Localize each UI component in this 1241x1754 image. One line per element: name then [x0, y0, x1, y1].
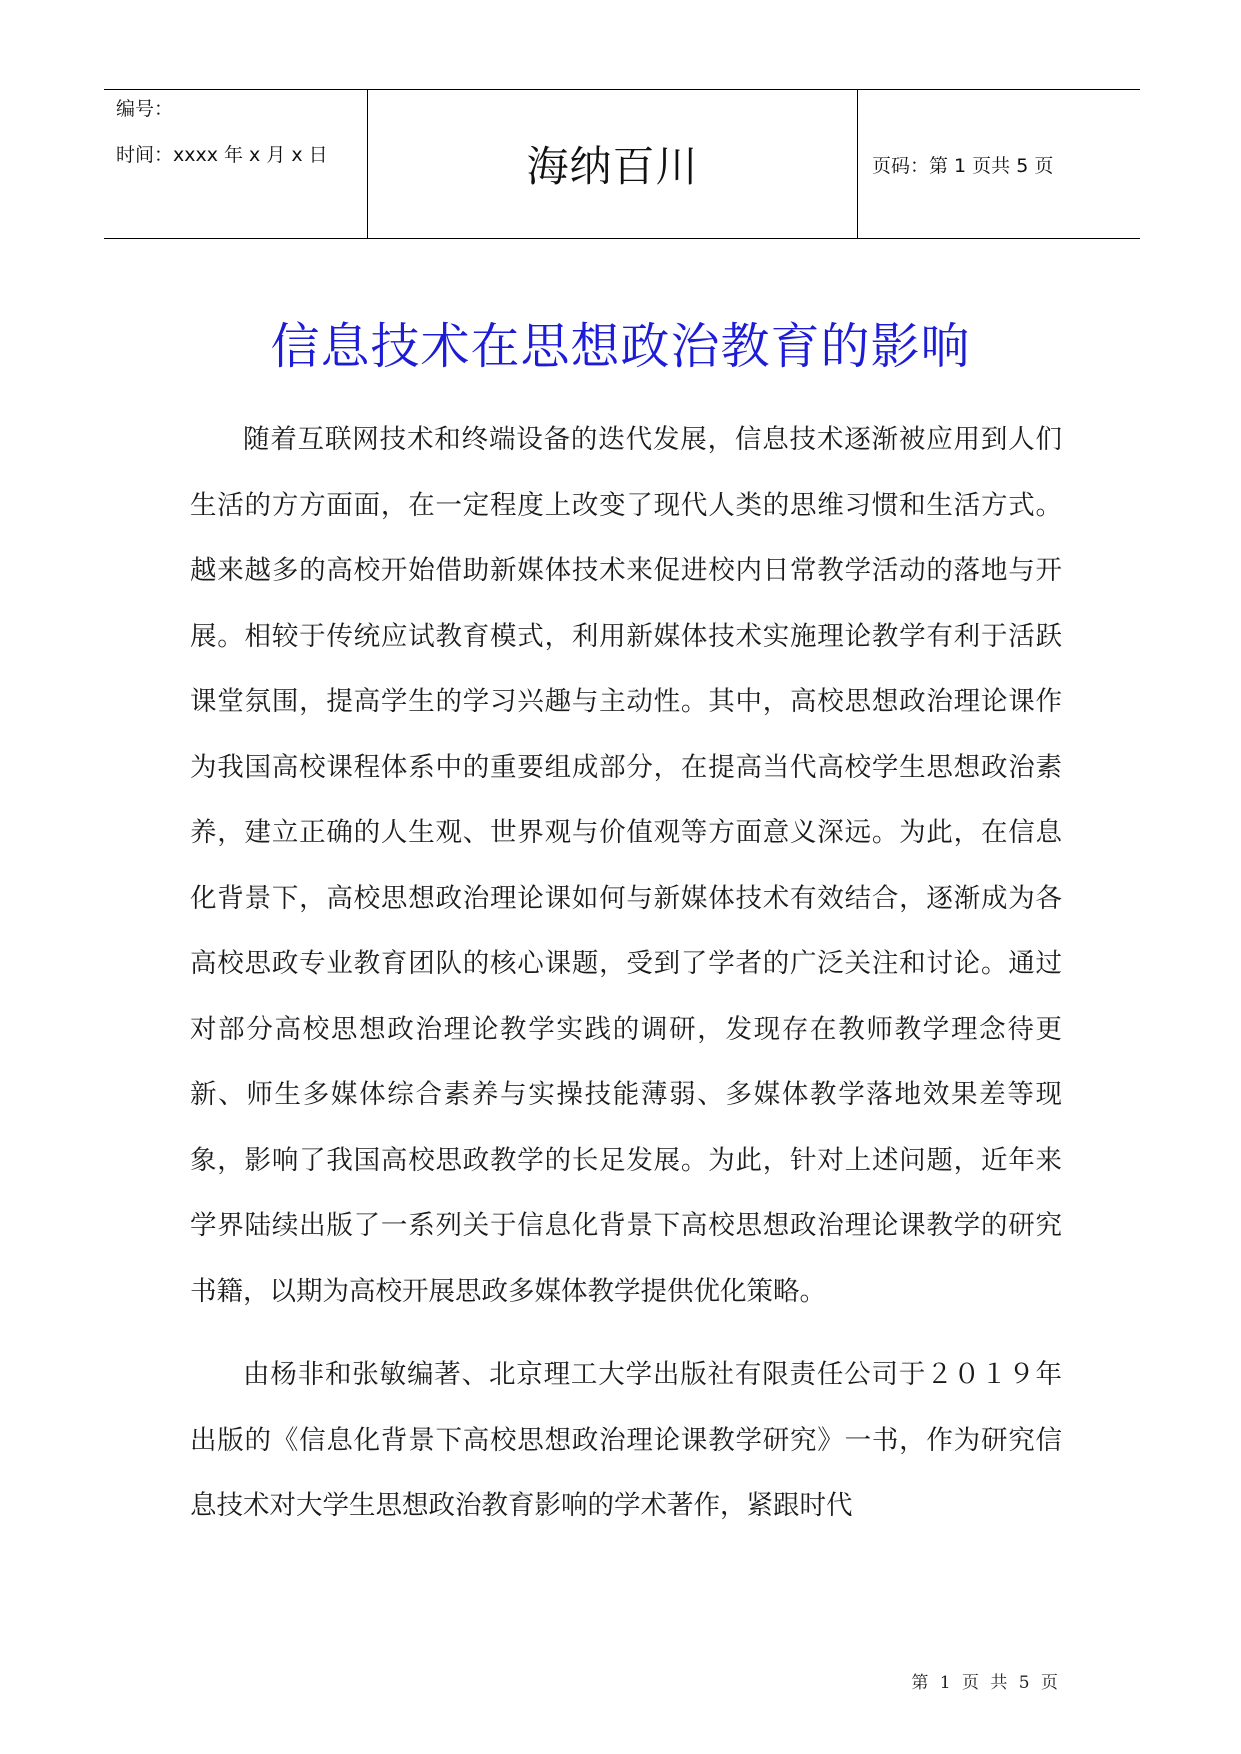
doc-number-label: 编号：	[116, 98, 174, 120]
header-brand-cell	[368, 90, 858, 238]
header-left-cell	[104, 90, 368, 238]
page-number-label: 页码：第 1 页共 5 页	[872, 154, 1054, 177]
paragraph: 由杨非和张敏编著、北京理工大学出版社有限责任公司于２０１９年出版的《信息化背景下高校思想政治理论课教学研究》一书，作为研究信息技术对大学生思想政治教育影响的学术著作，紧跟时代	[190, 1359, 1062, 1521]
paragraph: 随着互联网技术和终端设备的迭代发展，信息技术逐渐被应用到人们生活的方方面面，在一定程度上改变了现代人类的思维习惯和生活方式。越来越多的高校开始借助新媒体技术来促进校内日常教学活动的落地与开展。相较于传统应试教育模式，利用新媒体技术实施理论教学有利于活跃课堂氛围，提高学生的学习兴趣与主动性。其中，高校思想政治理论课作为我国高校课程体系中的重要组成部分，在提高当代高校学生思想政治素养，建立正确的人生观、世界观与价值观等方面意义深远。为此，在信息化背景下，高校思想政治理论课如何与新媒体技术有效结合，逐渐成为各高校思政专业教育团队的核心课题，受到了学者的广泛关注和讨论。通过对部分高校思想政治理论教学实践的调研，发现存在教师教学理念待更新、师生多媒体综合素养与实操技能薄弱、多媒体教学落地效果差等现象，影响了我国高校思政教学的长足发展。为此，针对上述问题，近年来学界陆续出版了一系列关于信息化背景下高校思想政治理论课教学的研究书籍，以期为高校开展思政多媒体教学提供优化策略。	[190, 424, 1062, 1307]
page-footer: 第 1 页 共 5 页	[911, 1673, 1061, 1693]
document-title: 信息技术在思想政治教育的影响	[270, 318, 971, 375]
brand-title: 海纳百川	[526, 142, 699, 191]
header-right-cell	[858, 90, 1140, 238]
document-body	[190, 407, 1062, 1539]
header-table	[104, 89, 1140, 239]
doc-time-label: 时间：xxxx 年 x 月 x 日	[116, 144, 328, 166]
